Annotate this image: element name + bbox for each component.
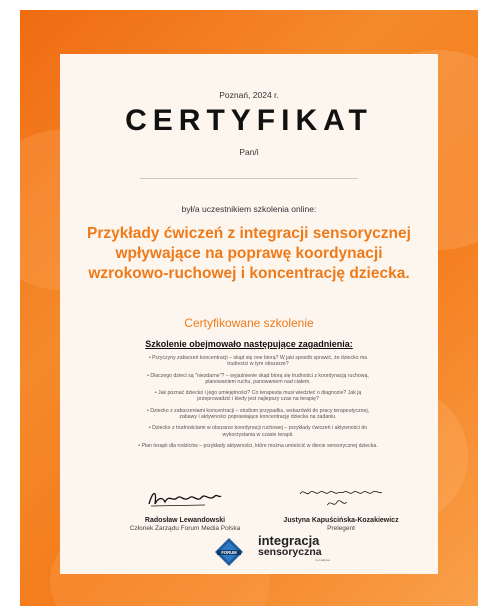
forum-logo — [214, 537, 244, 567]
handwritten-signature-right — [286, 486, 396, 510]
brand-line-2: sensoryczna — [258, 546, 322, 558]
signature-right — [257, 486, 425, 532]
certified-label: Certyfikowane szkolenie — [184, 316, 314, 330]
recipient-label: Pan/i — [239, 147, 259, 157]
svg-text:FORUM: FORUM — [221, 550, 237, 555]
signer-name-left: Radosław Lewandowski — [144, 517, 226, 524]
signer-name-right: Justyna Kapuścińska-Kozakiewicz — [283, 517, 399, 524]
handwritten-signature-left — [145, 486, 225, 510]
integracja-sensoryczna-logo — [258, 534, 338, 562]
training-topic: Przykłady ćwiczeń z integracji sensorycznej wpływające na poprawę koordynacji wzrokowo-ruchowej i koncentrację dziecka. — [87, 225, 411, 282]
signer-role-right: Prelegent — [327, 525, 355, 532]
scope-item: • Przyczyny zaburzeń koncentracji – skąd się one biorą? W jaki sposób sprawić, że dziecko ma trudności w tym obszarze? — [138, 355, 378, 368]
recipient-line — [140, 178, 358, 179]
participation-text: był/a uczestnikiem szkolenia online: — [181, 204, 317, 214]
city-date: Poznań, 2024 r. — [219, 90, 279, 100]
scope-item: • Dziecko z trudnościami w obszarze koordynacji ruchowej – przykłady ćwiczeń i aktywności do wykorzystania w czasie terapii. — [138, 425, 378, 438]
scope-item: • Dziecko z zaburzeniami koncentracji – studium przypadku, wskazówki do pracy terapeutycznej, zabawy i aktywności poprawiające koncentrację dziecka na zadaniu. — [138, 408, 378, 421]
scope-list — [138, 355, 378, 454]
brand-line-1: integracja — [258, 533, 320, 548]
scope-heading: Szkolenie obejmowało następujące zagadnienia: — [145, 339, 353, 349]
signer-role-left: Członek Zarządu Forum Media Polska — [129, 525, 241, 532]
scope-item: • Jak poznać dziecko i jego umiejętności? Co terapeuta musi wiedzieć o diagnozie? Jak ją przeprowadzić i kiedy jest najlepszy czas na terapię? — [138, 390, 378, 403]
brand-tagline: w praktyce — [315, 558, 330, 562]
scope-item: • Dlaczego dzieci są "niezdarne"? – wyjaśnienie skąd biorą się trudności z koordynacją ruchową, planowaniem ruchu, panowaniem nad ciałem. — [138, 373, 378, 386]
signature-left — [105, 486, 265, 532]
certificate-title: CERTYFIKAT — [125, 104, 373, 137]
certificate-paper — [60, 54, 438, 574]
scope-item: • Plan terapii dla rodziców – przykłady aktywności, które można umieścić w diecie sensorycznej dziecka. — [138, 443, 378, 449]
certificate-orange-frame — [20, 10, 478, 606]
